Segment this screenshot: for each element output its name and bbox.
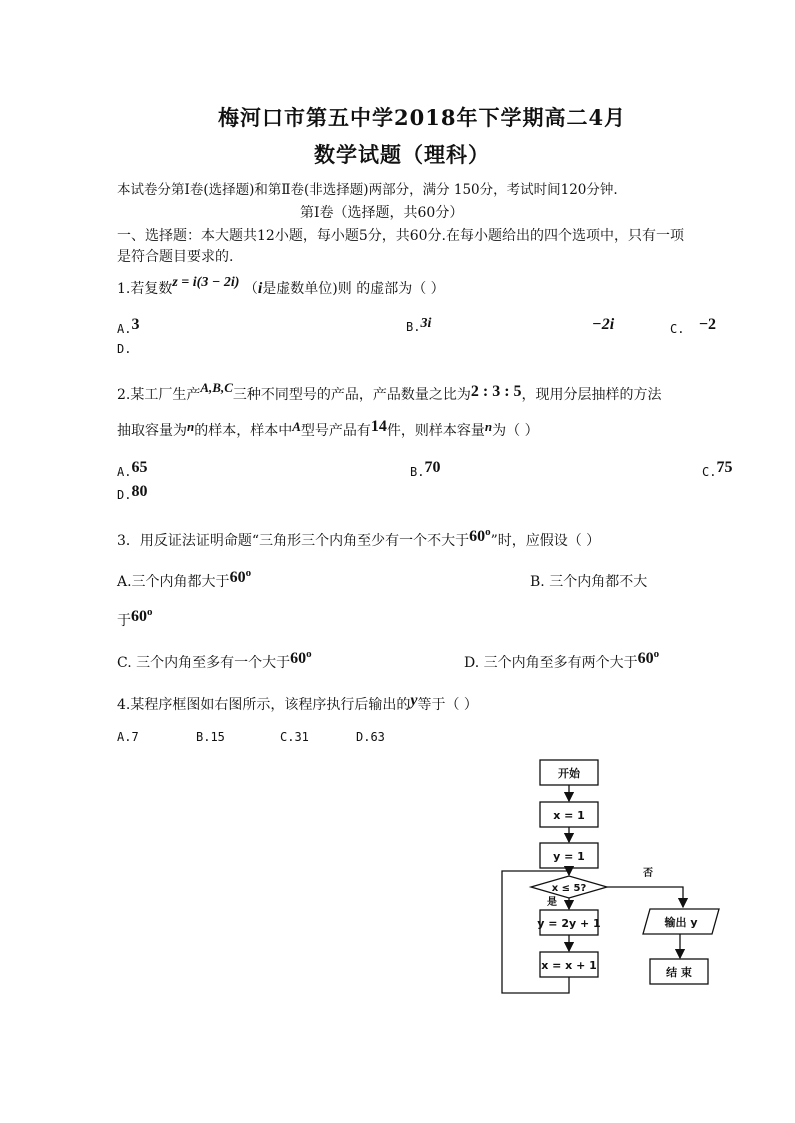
q2-stem-6: 型号产品有 bbox=[300, 423, 371, 439]
q4-option-b: B.15 bbox=[196, 730, 225, 744]
q3-option-b-cont-text: 于 bbox=[117, 613, 131, 629]
q1-option-b-label: B. bbox=[406, 320, 421, 334]
q1-option-b-value: 3i bbox=[420, 316, 432, 331]
q3-option-c-degree-sup: o bbox=[306, 648, 312, 660]
q2-option-b-value: 70 bbox=[424, 459, 441, 476]
flow-end-label: 结 束 bbox=[666, 966, 692, 979]
q3-option-d-text: D. 三个内角至多有两个大于 bbox=[464, 655, 638, 671]
exam-intro: 本试卷分第Ⅰ卷(选择题)和第Ⅱ卷(非选择题)两部分，满分 150分，考试时间120分钟. bbox=[117, 182, 618, 198]
flow-no-label: 否 bbox=[643, 868, 653, 879]
flow-yes-label: 是 bbox=[547, 897, 557, 908]
q2-option-c-label: C. bbox=[702, 465, 717, 479]
q3-option-d-degree-value: 60 bbox=[637, 650, 654, 667]
q3-degree-sup: o bbox=[485, 526, 491, 538]
flow-condition-label: x ≤ 5? bbox=[551, 883, 587, 894]
q1-option-a-label: A. bbox=[117, 322, 132, 336]
q3-option-a-degree-sup: o bbox=[245, 567, 252, 579]
part1-heading: 第Ⅰ卷（选择题，共60分） bbox=[300, 205, 464, 221]
q1-i-symbol: i bbox=[257, 280, 263, 297]
page-subtitle: 数学试题（理科） bbox=[314, 142, 490, 167]
q3-option-b-degree-sup: o bbox=[147, 606, 153, 618]
q3-option-b-degree-value: 60 bbox=[131, 608, 147, 625]
q1-formula: z = i(3 − 2i) bbox=[172, 275, 240, 290]
q1-option-a-value: 3 bbox=[131, 316, 140, 333]
q1-stem-post: 是虚数单位)则 的虚部为（ ） bbox=[262, 281, 445, 297]
q2-stem-3: ，现用分层抽样的方法 bbox=[521, 387, 662, 403]
q4-option-d: D.63 bbox=[356, 730, 385, 744]
q3-degree-value: 60 bbox=[469, 528, 486, 545]
section-instructions-2: 是符合题目要求的. bbox=[117, 249, 234, 265]
q3-option-a-degree-value: 60 bbox=[229, 569, 246, 586]
q2-abc: A,B,C bbox=[200, 380, 233, 395]
q3-option-b: B. 三个内角都不大 bbox=[530, 574, 648, 590]
q2-option-b-label: B. bbox=[410, 465, 425, 479]
q3-option-c-text: C. 三个内角至多有一个大于 bbox=[117, 655, 291, 671]
q2-option-c-value: 75 bbox=[716, 459, 733, 476]
q2-option-d-label: D. bbox=[117, 488, 132, 502]
flow-update-y-label: y = 2y + 1 bbox=[537, 917, 601, 930]
q2-stem-7: 件，则样本容量 bbox=[386, 423, 485, 439]
q2-option-a-value: 65 bbox=[131, 459, 148, 476]
q2-stem-5: 的样本，样本中 bbox=[194, 423, 293, 439]
q4-y-symbol: y bbox=[410, 692, 418, 709]
q2-option-d-value: 80 bbox=[131, 483, 148, 500]
q1-option-d-label: D. bbox=[117, 342, 132, 356]
page-title: 梅河口市第五中学2018年下学期高二4月 bbox=[218, 105, 627, 130]
q2-stem-8: 为（ ） bbox=[492, 423, 539, 439]
q4-option-c: C.31 bbox=[280, 730, 309, 744]
q3-stem-post: ”时，应假设（ ） bbox=[490, 533, 601, 549]
q1-option-d-value: −2i bbox=[592, 316, 615, 333]
q2-a-symbol: A bbox=[292, 419, 301, 434]
q4-stem-pre: 4.某程序框图如右图所示，该程序执行后输出的 bbox=[117, 697, 411, 713]
q1-option-c-value: −2 bbox=[698, 316, 717, 333]
q3-option-d-degree-sup: o bbox=[653, 648, 660, 660]
flow-init-y-label: y = 1 bbox=[553, 850, 585, 863]
flow-start-label: 开始 bbox=[558, 767, 580, 780]
q2-count: 14 bbox=[370, 418, 387, 435]
q1-option-c-label: C. bbox=[670, 322, 685, 336]
flow-update-x-label: x = x + 1 bbox=[541, 959, 597, 972]
q2-stem-4: 抽取容量为 bbox=[117, 423, 187, 439]
q3-option-a-text: A.三个内角都大于 bbox=[117, 574, 230, 590]
q2-n-symbol-2: n bbox=[484, 419, 493, 434]
q1-stem-pre: 1.若复数 bbox=[117, 281, 173, 297]
q2-option-a-label: A. bbox=[117, 465, 132, 479]
flow-init-x-label: x = 1 bbox=[553, 809, 585, 822]
q2-n-symbol: n bbox=[187, 419, 195, 434]
q2-ratio: 2 : 3 : 5 bbox=[470, 383, 522, 400]
q2-stem-2: 三种不同型号的产品，产品数量之比为 bbox=[232, 387, 471, 403]
flow-output-label: 输出 y bbox=[664, 916, 698, 929]
q4-stem-post: 等于（ ） bbox=[417, 697, 478, 713]
q2-stem-1: 2.某工厂生产 bbox=[117, 387, 201, 403]
section-instructions-1: 一、选择题：本大题共12小题，每小题5分，共60分.在每小题给出的四个选项中，只有一项 bbox=[117, 228, 684, 244]
q3-option-c-degree-value: 60 bbox=[290, 650, 307, 667]
q1-stem-mid: （ bbox=[243, 281, 258, 297]
q4-option-a: A.7 bbox=[117, 730, 139, 744]
q3-stem-pre: 3．用反证法证明命题“三角形三个内角至少有一个不大于 bbox=[117, 533, 470, 549]
